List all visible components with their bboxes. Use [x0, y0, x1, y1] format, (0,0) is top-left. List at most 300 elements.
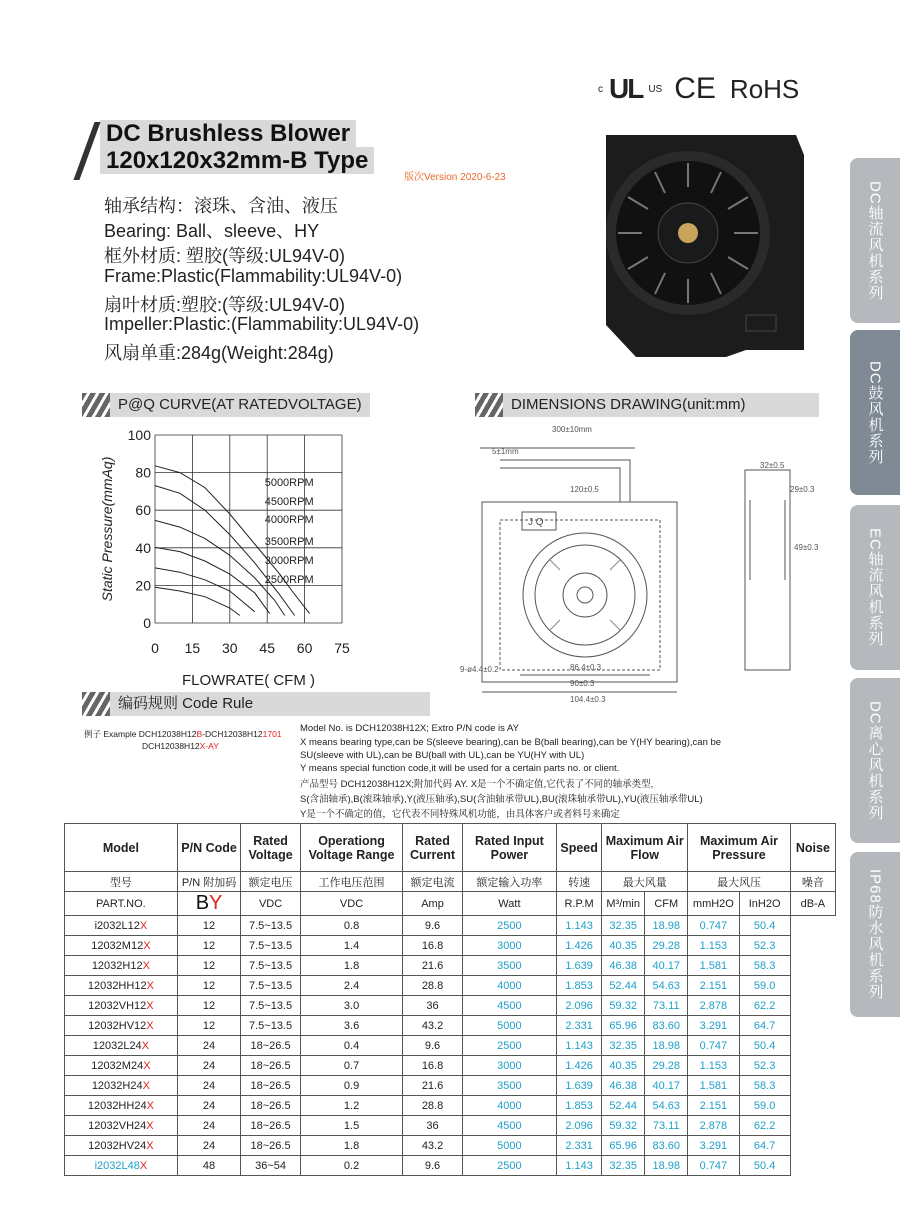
- spec-line: 轴承结构：滚珠、含油、液压: [104, 196, 338, 216]
- code-example2-suffix: X-AY: [199, 741, 219, 751]
- data-cell: 0.9: [300, 1076, 403, 1096]
- x-tick-label: 0: [151, 640, 159, 656]
- data-cell: 18~26.5: [241, 1036, 300, 1056]
- model-number: 12032VH24: [88, 1119, 147, 1132]
- code-rule-line: Y是一个不确定的值，它代表不同特殊风机功能，由具体客户或者料号来确定: [300, 809, 620, 820]
- table-row: [65, 936, 836, 956]
- version-label: 版次Version 2020-6-23: [404, 172, 506, 183]
- th-noise: Noise: [790, 824, 835, 872]
- pq-curve-header: [82, 393, 370, 417]
- code-example-b: B: [196, 729, 203, 739]
- x-tick-label: 75: [334, 640, 350, 656]
- data-cell: 83.60: [645, 1136, 688, 1156]
- th-cn: 型号: [65, 872, 178, 892]
- data-cell: 7.5~13.5: [241, 916, 300, 936]
- data-cell: 43.2: [403, 1136, 462, 1156]
- data-cell: 2.4: [300, 976, 403, 996]
- unit-cell: CFM: [645, 892, 688, 916]
- data-cell: 2.878: [688, 996, 739, 1016]
- model-cell: [65, 1136, 178, 1156]
- pn-y: Y: [209, 892, 223, 914]
- table-row: [65, 996, 836, 1016]
- header-stripe: [82, 393, 110, 417]
- unit-cell: VDC: [300, 892, 403, 916]
- data-cell: 52.44: [602, 1096, 645, 1116]
- tab-dc-centrifugal[interactable]: DC离心风机系列: [850, 678, 900, 843]
- x-axis-label: FLOWRATE( CFM ): [181, 672, 316, 689]
- th-cn: 工作电压范围: [300, 872, 403, 892]
- data-cell: 1.8: [300, 956, 403, 976]
- data-cell: 21.6: [403, 956, 462, 976]
- data-cell: 28.8: [403, 1096, 462, 1116]
- data-cell: 9.6: [403, 1156, 462, 1176]
- code-rule-line: 产品型号 DCH12038H12X;附加代码 AY. X是一个不确定值,它代表了不同的轴承类型,: [300, 779, 654, 790]
- data-cell: 1.4: [300, 936, 403, 956]
- data-cell: 5000: [462, 1136, 556, 1156]
- data-cell: 3500: [462, 1076, 556, 1096]
- model-x-suffix: X: [143, 939, 151, 952]
- data-cell: 24: [177, 1036, 241, 1056]
- series-label: 4500RPM: [264, 496, 314, 508]
- data-cell: 0.2: [300, 1156, 403, 1176]
- code-rule-header: [82, 692, 430, 716]
- th-pn: P/N Code: [177, 824, 241, 872]
- unit-cell: Watt: [462, 892, 556, 916]
- th-operating-range: Operationg Voltage Range: [300, 824, 403, 872]
- table-row: [65, 1116, 836, 1136]
- model-cell: [65, 1156, 178, 1176]
- rohs-logo: RoHS: [729, 73, 800, 104]
- series-line: [155, 587, 240, 615]
- unit-cell: VDC: [241, 892, 300, 916]
- data-cell: 59.0: [739, 1096, 790, 1116]
- th-air-pressure: Maximum Air Pressure: [688, 824, 791, 872]
- data-cell: 1.581: [688, 956, 739, 976]
- data-cell: 58.3: [739, 1076, 790, 1096]
- title-line-2: 120x120x32mm-B Type: [100, 147, 374, 174]
- th-rated-power: Rated Input Power: [462, 824, 556, 872]
- data-cell: 7.5~13.5: [241, 1016, 300, 1036]
- data-cell: 4000: [462, 976, 556, 996]
- data-cell: 50.4: [739, 916, 790, 936]
- data-cell: 1.143: [557, 1156, 602, 1176]
- code-rule-line: SU(sleeve with UL),can be BU(ball with UL),can be YU(HY with UL): [300, 750, 585, 761]
- data-cell: 12: [177, 1016, 241, 1036]
- data-cell: 2.096: [557, 1116, 602, 1136]
- data-cell: 24: [177, 1136, 241, 1156]
- code-example-1: [84, 728, 282, 740]
- code-rule-line: Y means special function code,it will be used for a certain parts no. or client.: [300, 763, 620, 774]
- data-cell: 2500: [462, 1156, 556, 1176]
- th-cn: 额定输入功率: [462, 872, 556, 892]
- data-cell: 1.143: [557, 1036, 602, 1056]
- unit-cell: Amp: [403, 892, 462, 916]
- model-x-suffix: X: [142, 1079, 150, 1092]
- data-cell: 4500: [462, 1116, 556, 1136]
- data-cell: 18~26.5: [241, 1076, 300, 1096]
- data-cell: 4000: [462, 1096, 556, 1116]
- code-rule-line: X means bearing type,can be S(sleeve bearing),can be B(ball bearing),can be Y(HY bearing),can be: [300, 737, 722, 748]
- model-x-suffix: X: [146, 999, 154, 1012]
- model-cell: [65, 936, 178, 956]
- model-number: 12032HH12: [87, 979, 147, 992]
- data-cell: 16.8: [403, 936, 462, 956]
- cert-c: c: [598, 83, 603, 95]
- model-x-suffix: X: [141, 1039, 150, 1052]
- data-cell: 18~26.5: [241, 1056, 300, 1076]
- data-cell: 73.11: [645, 996, 688, 1016]
- data-cell: 43.2: [403, 1016, 462, 1036]
- blower-fan-image: [596, 125, 810, 357]
- series-label: 3500RPM: [264, 536, 314, 548]
- data-cell: 3000: [462, 1056, 556, 1076]
- unit-cell: mmH2O: [688, 892, 739, 916]
- model-cell: [65, 956, 178, 976]
- dim-cable-length: 300±10mm: [552, 425, 592, 434]
- data-cell: 3.0: [300, 996, 403, 1016]
- certification-marks: [598, 72, 799, 106]
- code-example-mid: -DCH12038H12: [202, 729, 263, 739]
- data-cell: 65.96: [602, 1136, 645, 1156]
- y-tick-label: 40: [135, 539, 151, 556]
- th-rated-current: Rated Current: [403, 824, 462, 872]
- pq-curve-title: P@Q CURVE(AT RATEDVOLTAGE): [110, 393, 370, 417]
- data-cell: 50.4: [739, 1156, 790, 1176]
- data-cell: 3.291: [688, 1016, 739, 1036]
- data-cell: 50.4: [739, 1036, 790, 1056]
- spec-line: Frame:Plastic(Flammability:UL94V-0): [104, 266, 403, 286]
- table-header-cn-row: [65, 872, 836, 892]
- data-cell: 9.6: [403, 1036, 462, 1056]
- data-cell: 32.35: [602, 1156, 645, 1176]
- data-cell: 29.28: [645, 1056, 688, 1076]
- data-cell: 12: [177, 956, 241, 976]
- data-cell: 3.291: [688, 1136, 739, 1156]
- model-number: 12032HV12: [88, 1019, 147, 1032]
- data-cell: 48: [177, 1156, 241, 1176]
- spec-table: [64, 823, 836, 1176]
- y-tick-label: 60: [135, 502, 151, 519]
- model-cell: [65, 1076, 178, 1096]
- spec-line: Impeller:Plastic:(Flammability:UL94V-0): [104, 314, 420, 334]
- spec-line: 框外材质: 塑胶(等级:UL94V-0): [104, 246, 346, 266]
- code-example2-prefix: DCH12038H12: [142, 741, 200, 751]
- code-example-suffix: 1701: [262, 729, 282, 739]
- data-cell: 40.35: [602, 1056, 645, 1076]
- spec-line: Bearing: Ball、sleeve、HY: [104, 221, 320, 241]
- unit-cell: dB-A: [790, 892, 835, 916]
- series-line: [155, 520, 285, 615]
- data-cell: 0.747: [688, 1156, 739, 1176]
- data-cell: 1.2: [300, 1096, 403, 1116]
- data-cell: 7.5~13.5: [241, 936, 300, 956]
- dim-hole: 9-ø4.4±0.2: [460, 665, 499, 674]
- data-cell: 40.17: [645, 1076, 688, 1096]
- model-number: 12032M12: [91, 939, 144, 952]
- pq-curve-chart: [90, 425, 400, 690]
- model-cell: [65, 1116, 178, 1136]
- model-x-suffix: X: [142, 959, 150, 972]
- model-number: i2032L12: [94, 919, 140, 932]
- table-row: [65, 916, 836, 936]
- dim-total: 104.4±0.3: [570, 695, 606, 704]
- data-cell: 29.28: [645, 936, 688, 956]
- x-tick-label: 60: [296, 640, 313, 656]
- data-cell: 0.4: [300, 1036, 403, 1056]
- data-cell: 59.0: [739, 976, 790, 996]
- spec-line: 风扇单重:284g(Weight:284g): [104, 343, 334, 363]
- th-air-flow: Maximum Air Flow: [602, 824, 688, 872]
- th-cn: 额定电流: [403, 872, 462, 892]
- data-cell: 0.747: [688, 1036, 739, 1056]
- header-stripe: [82, 692, 110, 716]
- series-line: [155, 547, 270, 613]
- dimensions-title: DIMENSIONS DRAWING(unit:mm): [503, 393, 819, 417]
- data-cell: 2.096: [557, 996, 602, 1016]
- th-cn: 转速: [557, 872, 602, 892]
- data-cell: 2500: [462, 916, 556, 936]
- data-cell: 32.35: [602, 1036, 645, 1056]
- model-number: 12032HH24: [87, 1099, 147, 1112]
- dim-jq: J Q: [528, 517, 544, 528]
- data-cell: 52.3: [739, 936, 790, 956]
- data-cell: 36~54: [241, 1156, 300, 1176]
- data-cell: 58.3: [739, 956, 790, 976]
- model-cell: [65, 1016, 178, 1036]
- model-x-suffix: X: [146, 1119, 154, 1132]
- model-cell: [65, 976, 178, 996]
- data-cell: 1.639: [557, 1076, 602, 1096]
- model-number: 12032HV24: [88, 1139, 147, 1152]
- dim-hole-span: 86.4±0.3: [570, 663, 602, 672]
- y-tick-label: 20: [135, 577, 151, 594]
- x-tick-label: 15: [184, 640, 201, 656]
- table-row: [65, 1096, 836, 1116]
- model-cell: [65, 1036, 178, 1056]
- y-axis-label: Static Pressure(mmAq): [99, 456, 115, 602]
- th-rated-voltage: Rated Voltage: [241, 824, 300, 872]
- data-cell: 83.60: [645, 1016, 688, 1036]
- data-cell: 1.5: [300, 1116, 403, 1136]
- model-x-suffix: X: [146, 979, 154, 992]
- model-x-suffix: X: [146, 1099, 154, 1112]
- data-cell: 1.581: [688, 1076, 739, 1096]
- x-tick-label: 45: [259, 640, 275, 656]
- model-x-suffix: X: [143, 1059, 151, 1072]
- data-cell: 0.747: [688, 916, 739, 936]
- unit-cell: InH2O: [739, 892, 790, 916]
- model-x-suffix: X: [139, 1159, 148, 1172]
- cert-us: US: [648, 83, 663, 95]
- data-cell: 1.639: [557, 956, 602, 976]
- data-cell: 2500: [462, 1036, 556, 1056]
- data-cell: 24: [177, 1056, 241, 1076]
- data-cell: 24: [177, 1116, 241, 1136]
- tab-ec-axial[interactable]: EC轴流风机系列: [850, 505, 900, 670]
- data-cell: 7.5~13.5: [241, 996, 300, 1016]
- model-cell: [65, 1056, 178, 1076]
- table-row: [65, 976, 836, 996]
- dim-stripe: 5±1mm: [492, 447, 519, 456]
- th-cn: 额定电压: [241, 872, 300, 892]
- data-cell: 2.151: [688, 1096, 739, 1116]
- model-number: 12032M24: [91, 1059, 144, 1072]
- y-tick-label: 100: [127, 427, 151, 443]
- table-row: [65, 1136, 836, 1156]
- y-tick-label: 0: [143, 615, 151, 631]
- data-cell: 1.8: [300, 1136, 403, 1156]
- data-cell: 73.11: [645, 1116, 688, 1136]
- data-cell: 40.17: [645, 956, 688, 976]
- th-cn: P/N 附加码: [177, 872, 241, 892]
- data-cell: 7.5~13.5: [241, 956, 300, 976]
- data-cell: 18~26.5: [241, 1096, 300, 1116]
- data-cell: 3500: [462, 956, 556, 976]
- dimensions-header: [475, 393, 819, 417]
- data-cell: 32.35: [602, 916, 645, 936]
- data-cell: 62.2: [739, 1116, 790, 1136]
- data-cell: 24: [177, 1096, 241, 1116]
- data-cell: 2.151: [688, 976, 739, 996]
- spec-line: 扇叶材质:塑胶:(等级:UL94V-0): [104, 295, 346, 315]
- pn-code-cell: [177, 892, 241, 916]
- data-cell: 54.63: [645, 1096, 688, 1116]
- code-example-prefix: 例子 Example DCH12038H12: [84, 729, 197, 739]
- th-cn: 最大风压: [688, 872, 791, 892]
- data-cell: 12: [177, 976, 241, 996]
- data-cell: 5000: [462, 1016, 556, 1036]
- data-cell: 64.7: [739, 1016, 790, 1036]
- ul-logo: UL: [609, 73, 643, 104]
- code-rule-line: S(含油轴承),B(滚珠轴承),Y(液压轴承),SU(含油轴承带UL),BU(滚珠轴承带UL),YU(液压轴承带UL): [300, 794, 703, 805]
- data-cell: 0.8: [300, 916, 403, 936]
- series-label: 3000RPM: [264, 555, 314, 567]
- dim-height: 49±0.3: [794, 543, 819, 552]
- table-units-row: [65, 892, 836, 916]
- dim-thickness: 32±0.5: [760, 461, 785, 470]
- model-number: i2032L48: [94, 1159, 140, 1172]
- data-cell: 1.153: [688, 936, 739, 956]
- data-cell: 21.6: [403, 1076, 462, 1096]
- th-speed: Speed: [557, 824, 602, 872]
- table-row: [65, 1156, 836, 1176]
- data-cell: 2.331: [557, 1016, 602, 1036]
- x-tick-label: 30: [222, 640, 238, 656]
- data-cell: 18.98: [645, 1156, 688, 1176]
- data-cell: 18~26.5: [241, 1116, 300, 1136]
- header-stripe: [475, 393, 503, 417]
- data-cell: 36: [403, 996, 462, 1016]
- table-header-row: [65, 824, 836, 872]
- data-cell: 18~26.5: [241, 1136, 300, 1156]
- pn-b: B: [195, 892, 210, 914]
- series-label: 4000RPM: [264, 514, 314, 526]
- data-cell: 9.6: [403, 916, 462, 936]
- data-cell: 4500: [462, 996, 556, 1016]
- model-number: 12032H12: [91, 959, 143, 972]
- data-cell: 52.44: [602, 976, 645, 996]
- data-cell: 40.35: [602, 936, 645, 956]
- data-cell: 54.63: [645, 976, 688, 996]
- model-x-suffix: X: [139, 919, 148, 932]
- model-cell: [65, 916, 178, 936]
- table-row: [65, 956, 836, 976]
- dimensions-drawing: [460, 420, 820, 710]
- data-cell: 18.98: [645, 916, 688, 936]
- data-cell: 28.8: [403, 976, 462, 996]
- table-row: [65, 1056, 836, 1076]
- table-row: [65, 1076, 836, 1096]
- data-cell: 1.426: [557, 1056, 602, 1076]
- model-number: 12032L24: [92, 1039, 142, 1052]
- data-cell: 59.32: [602, 996, 645, 1016]
- data-cell: 18.98: [645, 1036, 688, 1056]
- data-cell: 1.853: [557, 976, 602, 996]
- data-cell: 24: [177, 1076, 241, 1096]
- y-tick-label: 80: [135, 464, 151, 481]
- model-x-suffix: X: [146, 1019, 154, 1032]
- data-cell: 64.7: [739, 1136, 790, 1156]
- data-cell: 0.7: [300, 1056, 403, 1076]
- data-cell: 1.853: [557, 1096, 602, 1116]
- tab-dc-axial[interactable]: DC轴流风机系列: [850, 158, 900, 323]
- model-cell: [65, 996, 178, 1016]
- code-rule-title: 编码规则 Code Rule: [110, 692, 430, 716]
- model-number: 12032VH12: [88, 999, 147, 1012]
- th-cn: 最大风量: [602, 872, 688, 892]
- data-cell: 65.96: [602, 1016, 645, 1036]
- title-line-1: DC Brushless Blower: [100, 120, 356, 147]
- data-cell: 1.143: [557, 916, 602, 936]
- data-cell: 12: [177, 936, 241, 956]
- unit-cell: PART.NO.: [65, 892, 178, 916]
- series-label: 5000RPM: [264, 477, 314, 489]
- table-row: [65, 1036, 836, 1056]
- data-cell: 12: [177, 916, 241, 936]
- unit-cell: M³/min: [602, 892, 645, 916]
- model-x-suffix: X: [146, 1139, 154, 1152]
- series-label: 2500RPM: [264, 574, 314, 586]
- data-cell: 3000: [462, 936, 556, 956]
- data-cell: 7.5~13.5: [241, 976, 300, 996]
- data-cell: 59.32: [602, 1116, 645, 1136]
- data-cell: 2.331: [557, 1136, 602, 1156]
- data-cell: 62.2: [739, 996, 790, 1016]
- data-cell: 46.38: [602, 956, 645, 976]
- tab-ip68[interactable]: IP68防水风机系列: [850, 852, 900, 1017]
- dim-span: 90±0.3: [570, 679, 595, 688]
- model-number: 12032H24: [91, 1079, 143, 1092]
- th-cn: 噪音: [790, 872, 835, 892]
- product-title: [92, 120, 374, 174]
- data-cell: 2.878: [688, 1116, 739, 1136]
- data-cell: 1.153: [688, 1056, 739, 1076]
- data-cell: 1.426: [557, 936, 602, 956]
- ce-logo: CE: [674, 72, 716, 105]
- dim-width: 120±0.5: [570, 485, 599, 494]
- data-cell: 52.3: [739, 1056, 790, 1076]
- code-example-2: [142, 741, 219, 751]
- code-rule-line: Model No. is DCH12038H12X; Extro P/N code is AY: [300, 723, 519, 734]
- data-cell: 36: [403, 1116, 462, 1136]
- unit-cell: R.P.M: [557, 892, 602, 916]
- th-model: Model: [65, 824, 178, 872]
- data-cell: 12: [177, 996, 241, 1016]
- model-cell: [65, 1096, 178, 1116]
- data-cell: 46.38: [602, 1076, 645, 1096]
- table-row: [65, 1016, 836, 1036]
- tab-dc-blower[interactable]: DC鼓风机系列: [850, 330, 900, 495]
